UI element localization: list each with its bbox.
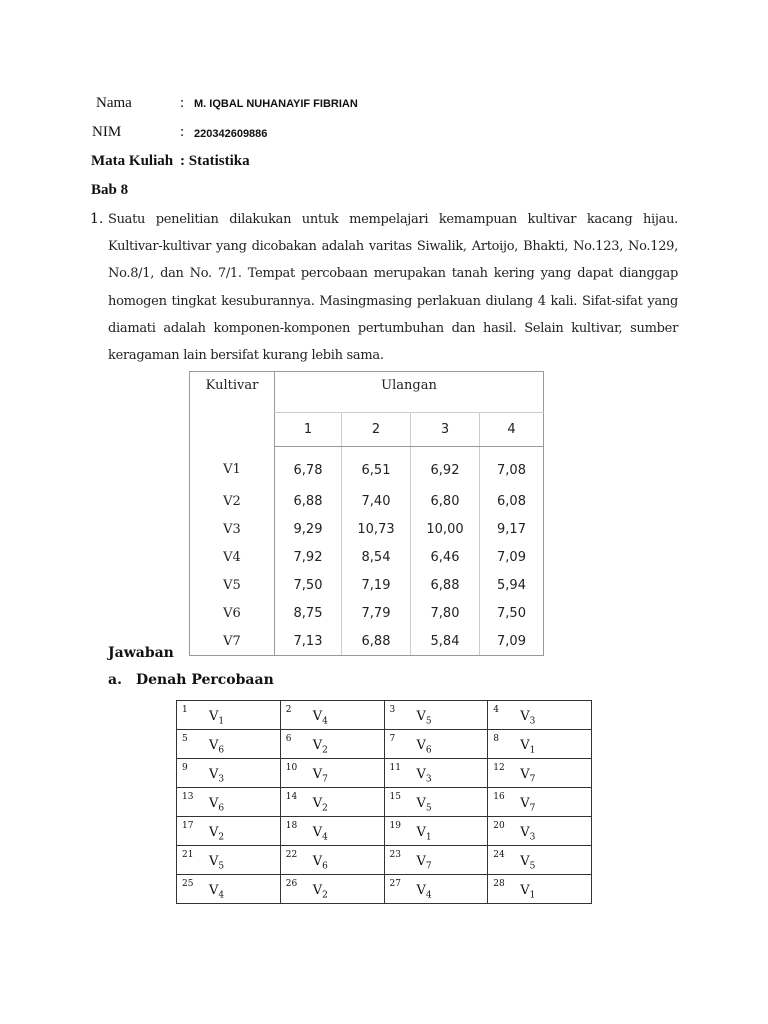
plot-number: 13 [182, 792, 194, 802]
variety-index: 4 [322, 716, 328, 727]
variety-index: 7 [322, 774, 328, 785]
rep-header: 1 [275, 413, 342, 447]
plot-number: 19 [389, 821, 401, 831]
kultivar-cell: V4 [190, 543, 275, 571]
plot-cell [384, 817, 488, 846]
plot-number: 20 [493, 821, 505, 831]
variety-letter: V [416, 767, 426, 782]
plot-number: 4 [493, 705, 499, 715]
plot-number: 23 [389, 850, 401, 860]
answer-a-label: a. [108, 672, 122, 688]
rep-header: 3 [411, 413, 480, 447]
variety-letter: V [209, 738, 219, 753]
plot-variety [209, 767, 224, 785]
plot-variety [313, 796, 328, 814]
variety-index: 5 [425, 716, 432, 727]
variety-index: 4 [322, 832, 328, 843]
plot-variety [209, 825, 224, 843]
value-cell: 6,88 [275, 487, 342, 515]
plot-variety [313, 854, 328, 872]
kultivar-cell: V6 [190, 599, 275, 627]
nim-value: 220342609886 [194, 128, 268, 140]
value-cell: 7,08 [480, 447, 544, 488]
table-row [190, 627, 544, 656]
table-row [190, 447, 544, 488]
layout-row [177, 701, 592, 730]
variety-index: 3 [529, 716, 536, 727]
plot-cell [384, 846, 488, 875]
plot-number: 3 [389, 705, 396, 715]
layout-row [177, 730, 592, 759]
denah-percobaan-grid [176, 700, 592, 904]
plot-cell [384, 701, 488, 730]
value-cell: 6,88 [411, 571, 480, 599]
variety-letter: V [520, 825, 530, 840]
layout-row [177, 846, 592, 875]
matkul-value: : Statistika [180, 153, 250, 169]
variety-index: 2 [322, 803, 328, 814]
value-cell: 6,80 [411, 487, 480, 515]
kultivar-cell: V2 [190, 487, 275, 515]
value-cell: 6,51 [342, 447, 411, 488]
plot-cell [280, 846, 384, 875]
variety-letter: V [209, 854, 219, 869]
plot-number: 1 [182, 705, 188, 715]
plot-number: 21 [182, 850, 194, 860]
rep-header: 4 [480, 413, 544, 447]
plot-variety [313, 767, 328, 785]
nim-colon: : [180, 124, 185, 140]
value-cell: 7,80 [411, 599, 480, 627]
plot-cell [384, 788, 488, 817]
plot-cell [177, 788, 281, 817]
plot-cell [177, 730, 281, 759]
value-cell: 7,50 [480, 599, 544, 627]
table-row [190, 599, 544, 627]
question-text: Suatu penelitian dilakukan untuk mempelajari kemampuan kultivar kacang hijau. Kultivar-kultivar yang dicobakan adalah varitas Siwalik, Artoijo, Bhakti, No.123, No.129, No.8/1, dan No. 7/1. Tempat percobaan merupakan tanah kering yang dapat dianggap homogen tingkat kesuburannya. Masingmasing perlakuan diulang 4 kali. Sifat-sifat yang diamati adalah komponen-komponen pertumbuhan dan hasil. Selain kultivar, sumber keragaman lain bersifat kurang lebih sama. [108, 212, 678, 364]
plot-number: 7 [389, 734, 396, 744]
variety-letter: V [312, 825, 323, 840]
plot-cell [384, 759, 488, 788]
plot-cell [177, 846, 281, 875]
layout-row [177, 817, 592, 846]
variety-index: 7 [425, 861, 432, 872]
variety-letter: V [312, 738, 323, 753]
plot-cell [177, 817, 281, 846]
variety-index: 2 [322, 890, 328, 901]
variety-index: 7 [529, 803, 536, 814]
variety-letter: V [416, 854, 426, 869]
plot-variety [209, 796, 224, 814]
variety-letter: V [416, 825, 426, 840]
plot-cell [488, 730, 592, 759]
plot-cell [384, 730, 488, 759]
variety-index: 6 [218, 803, 225, 814]
plot-variety [417, 825, 432, 843]
col-kultivar-header: Kultivar [190, 372, 275, 447]
layout-row [177, 759, 592, 788]
plot-variety [209, 738, 224, 756]
plot-cell [384, 875, 488, 904]
value-cell: 5,94 [480, 571, 544, 599]
plot-number: 18 [285, 821, 298, 831]
value-cell: 6,88 [342, 627, 411, 656]
plot-cell [177, 875, 281, 904]
plot-variety [417, 709, 432, 727]
plot-cell [280, 817, 384, 846]
plot-number: 28 [493, 879, 505, 889]
plot-number: 27 [389, 879, 401, 889]
layout-row [177, 875, 592, 904]
value-cell: 7,13 [275, 627, 342, 656]
plot-number: 9 [182, 763, 188, 773]
variety-letter: V [312, 709, 323, 724]
plot-cell [488, 817, 592, 846]
plot-number: 24 [493, 850, 505, 860]
plot-cell [280, 788, 384, 817]
variety-letter: V [416, 709, 426, 724]
variety-index: 1 [529, 890, 536, 901]
value-cell: 6,78 [275, 447, 342, 488]
plot-number: 11 [389, 763, 401, 773]
col-ulangan-header: Ulangan [275, 372, 544, 413]
answer-a-title: Denah Percobaan [136, 672, 274, 688]
table-row [190, 515, 544, 543]
value-cell: 8,54 [342, 543, 411, 571]
variety-index: 4 [425, 890, 432, 901]
variety-index: 5 [425, 803, 432, 814]
variety-letter: V [520, 738, 530, 753]
plot-cell [280, 875, 384, 904]
plot-variety [520, 796, 535, 814]
value-cell: 6,46 [411, 543, 480, 571]
plot-variety [520, 883, 535, 901]
value-cell: 6,92 [411, 447, 480, 488]
value-cell: 9,29 [275, 515, 342, 543]
plot-variety [417, 738, 432, 756]
value-cell: 6,08 [480, 487, 544, 515]
layout-row [177, 788, 592, 817]
plot-variety [313, 738, 328, 756]
plot-number: 26 [285, 879, 298, 889]
answer-title: Jawaban [108, 645, 174, 661]
variety-letter: V [312, 883, 323, 898]
plot-cell [488, 701, 592, 730]
table-row [190, 571, 544, 599]
variety-index: 6 [322, 861, 328, 872]
variety-letter: V [312, 854, 323, 869]
variety-index: 7 [529, 774, 536, 785]
plot-variety [520, 825, 535, 843]
variety-letter: V [312, 796, 323, 811]
question-number: 1. [90, 211, 104, 227]
plot-variety [313, 709, 328, 727]
variety-letter: V [312, 767, 323, 782]
variety-index: 1 [218, 716, 225, 727]
plot-variety [417, 883, 432, 901]
kultivar-cell: V3 [190, 515, 275, 543]
plot-variety [520, 709, 535, 727]
kultivar-data-table [189, 371, 544, 656]
plot-variety [520, 738, 535, 756]
value-cell: 8,75 [275, 599, 342, 627]
plot-number: 5 [182, 734, 188, 744]
kultivar-cell: V7 [190, 627, 275, 656]
variety-index: 1 [425, 832, 432, 843]
table-row [190, 487, 544, 515]
value-cell: 9,17 [480, 515, 544, 543]
variety-letter: V [520, 854, 530, 869]
plot-variety [520, 854, 535, 872]
plot-number: 22 [285, 850, 298, 860]
value-cell: 7,09 [480, 627, 544, 656]
variety-index: 6 [425, 745, 432, 756]
variety-index: 4 [218, 890, 225, 901]
plot-variety [313, 825, 328, 843]
plot-number: 12 [493, 763, 505, 773]
value-cell: 7,50 [275, 571, 342, 599]
value-cell: 7,19 [342, 571, 411, 599]
value-cell: 7,92 [275, 543, 342, 571]
variety-index: 6 [218, 745, 225, 756]
plot-variety [417, 854, 432, 872]
variety-letter: V [209, 796, 219, 811]
variety-letter: V [209, 709, 219, 724]
plot-number: 2 [285, 705, 292, 715]
plot-variety [209, 709, 224, 727]
kultivar-cell: V5 [190, 571, 275, 599]
plot-number: 10 [285, 763, 298, 773]
variety-index: 5 [218, 861, 225, 872]
nim-label: NIM [92, 124, 122, 140]
plot-cell [280, 730, 384, 759]
plot-variety [209, 883, 224, 901]
variety-index: 2 [322, 745, 328, 756]
plot-number: 14 [285, 792, 298, 802]
plot-variety [520, 767, 535, 785]
plot-number: 15 [389, 792, 401, 802]
variety-letter: V [520, 796, 530, 811]
kultivar-cell: V1 [190, 447, 275, 488]
variety-letter: V [416, 796, 426, 811]
variety-letter: V [520, 883, 530, 898]
plot-variety [417, 796, 432, 814]
variety-index: 1 [529, 745, 536, 756]
table-row [190, 543, 544, 571]
plot-variety [417, 767, 432, 785]
plot-cell [488, 788, 592, 817]
variety-index: 3 [425, 774, 432, 785]
plot-number: 6 [285, 734, 292, 744]
value-cell: 7,79 [342, 599, 411, 627]
variety-index: 3 [218, 774, 225, 785]
plot-number: 17 [182, 821, 194, 831]
variety-index: 2 [218, 832, 225, 843]
value-cell: 5,84 [411, 627, 480, 656]
nama-value: M. IQBAL NUHANAYIF FIBRIAN [194, 98, 358, 110]
plot-number: 25 [182, 879, 194, 889]
plot-cell [488, 846, 592, 875]
variety-letter: V [416, 883, 426, 898]
variety-letter: V [520, 767, 530, 782]
variety-letter: V [209, 883, 219, 898]
nama-colon: : [180, 95, 185, 111]
variety-letter: V [416, 738, 426, 753]
rep-header: 2 [342, 413, 411, 447]
plot-cell [280, 701, 384, 730]
value-cell: 10,73 [342, 515, 411, 543]
plot-variety [209, 854, 224, 872]
variety-letter: V [209, 767, 219, 782]
plot-variety [313, 883, 328, 901]
plot-cell [488, 875, 592, 904]
variety-letter: V [520, 709, 530, 724]
plot-number: 16 [493, 792, 505, 802]
nama-label: Nama [96, 95, 132, 111]
variety-index: 3 [529, 832, 536, 843]
value-cell: 7,09 [480, 543, 544, 571]
bab-heading: Bab 8 [91, 182, 129, 198]
value-cell: 7,40 [342, 487, 411, 515]
plot-cell [177, 701, 281, 730]
plot-cell [488, 759, 592, 788]
variety-index: 5 [529, 861, 536, 872]
variety-letter: V [209, 825, 219, 840]
value-cell: 10,00 [411, 515, 480, 543]
plot-cell [280, 759, 384, 788]
plot-cell [177, 759, 281, 788]
matkul-label: Mata Kuliah [91, 153, 174, 169]
plot-number: 8 [493, 734, 499, 744]
